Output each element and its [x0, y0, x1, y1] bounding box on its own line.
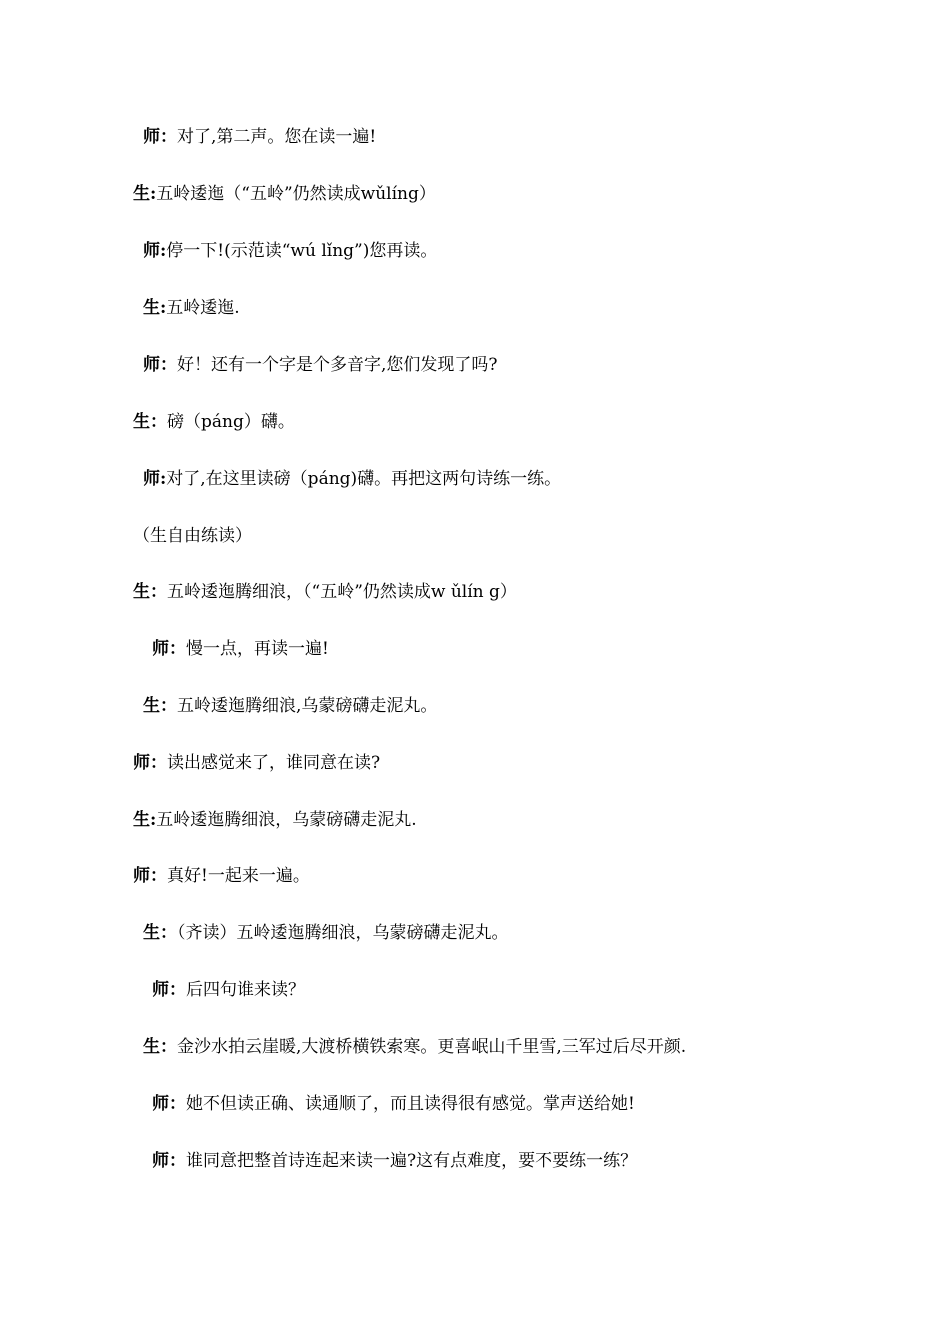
- dialogue-line: [152, 978, 305, 1002]
- dialogue-line: [143, 296, 240, 320]
- line-text: 真好!一起来一遍。: [167, 866, 310, 886]
- dialogue-line: [143, 921, 509, 945]
- speaker-label: 生：: [133, 582, 167, 602]
- dialogue-line: [133, 182, 436, 206]
- speaker-label: 师：: [143, 127, 177, 147]
- dialogue-line: [133, 808, 417, 832]
- line-text: 谁同意把整首诗连起来读一遍?这有点难度，要不要练一练？: [186, 1151, 638, 1171]
- dialogue-line: [143, 125, 376, 149]
- speaker-label: 师：: [133, 866, 167, 886]
- line-text: 她不但读正确、读通顺了，而且读得很有感觉。掌声送给她!: [186, 1094, 635, 1114]
- speaker-label: 师：: [152, 1094, 186, 1114]
- dialogue-line: [152, 1092, 635, 1116]
- speaker-label: 师：: [133, 753, 167, 773]
- speaker-label: 师：: [152, 980, 186, 1000]
- dialogue-line: [143, 239, 437, 263]
- line-text: 读出感觉来了，谁同意在读?: [167, 753, 381, 773]
- line-text: 金沙水拍云崖暖,大渡桥横铁索寒。更喜岷山千里雪,三军过后尽开颜.: [177, 1037, 687, 1057]
- dialogue-line: [152, 637, 329, 661]
- line-text: 五岭逶迤.: [166, 298, 240, 318]
- dialogue-line: [143, 694, 437, 718]
- line-text: 停一下!(示范读“wú lǐng”)您再读。: [166, 241, 438, 261]
- line-text: 对了,在这里读磅（páng)礴。再把这两句诗练一练。: [166, 469, 562, 489]
- dialogue-line: [152, 1149, 637, 1173]
- speaker-label: 生:: [133, 184, 157, 204]
- dialogue-line: [133, 864, 310, 888]
- speaker-label: 生:: [133, 810, 157, 830]
- dialogue-line: [133, 410, 295, 434]
- line-text: 慢一点，再读一遍!: [186, 639, 329, 659]
- line-text: 五岭逶迤腾细浪，乌蒙磅礴走泥丸.: [156, 810, 417, 830]
- speaker-label: 生:: [143, 298, 167, 318]
- line-text: 五岭逶迤腾细浪,乌蒙磅礴走泥丸。: [177, 696, 438, 716]
- line-text: （生自由练读）: [133, 526, 252, 546]
- dialogue-line: [133, 580, 517, 604]
- line-text: 后四句谁来读？: [186, 980, 305, 1000]
- line-text: （齐读）五岭逶迤腾细浪，乌蒙磅礴走泥丸。: [177, 923, 509, 943]
- speaker-label: 师：: [152, 639, 186, 659]
- speaker-label: 师：: [152, 1151, 186, 1171]
- line-text: 对了,第二声。您在读一遍!: [177, 127, 377, 147]
- stage-direction: [133, 524, 252, 548]
- dialogue-line: [143, 467, 561, 491]
- line-text: 磅（páng）礴。: [167, 412, 295, 432]
- speaker-label: 生：: [143, 1037, 177, 1057]
- dialogue-line: [143, 1035, 686, 1059]
- line-text: 五岭逶迤（“五岭”仍然读成wǔlíng）: [156, 184, 436, 204]
- line-text: 五岭逶迤腾细浪，（“五岭”仍然读成w ǔlín g）: [167, 582, 517, 602]
- speaker-label: 师:: [143, 241, 167, 261]
- speaker-label: 生：: [143, 696, 177, 716]
- dialogue-line: [143, 353, 498, 377]
- dialogue-line: [133, 751, 380, 775]
- speaker-label: 师：: [143, 355, 177, 375]
- speaker-label: 生：: [143, 923, 177, 943]
- speaker-label: 师:: [143, 469, 167, 489]
- speaker-label: 生：: [133, 412, 167, 432]
- line-text: 好！还有一个字是个多音字,您们发现了吗?: [177, 355, 498, 375]
